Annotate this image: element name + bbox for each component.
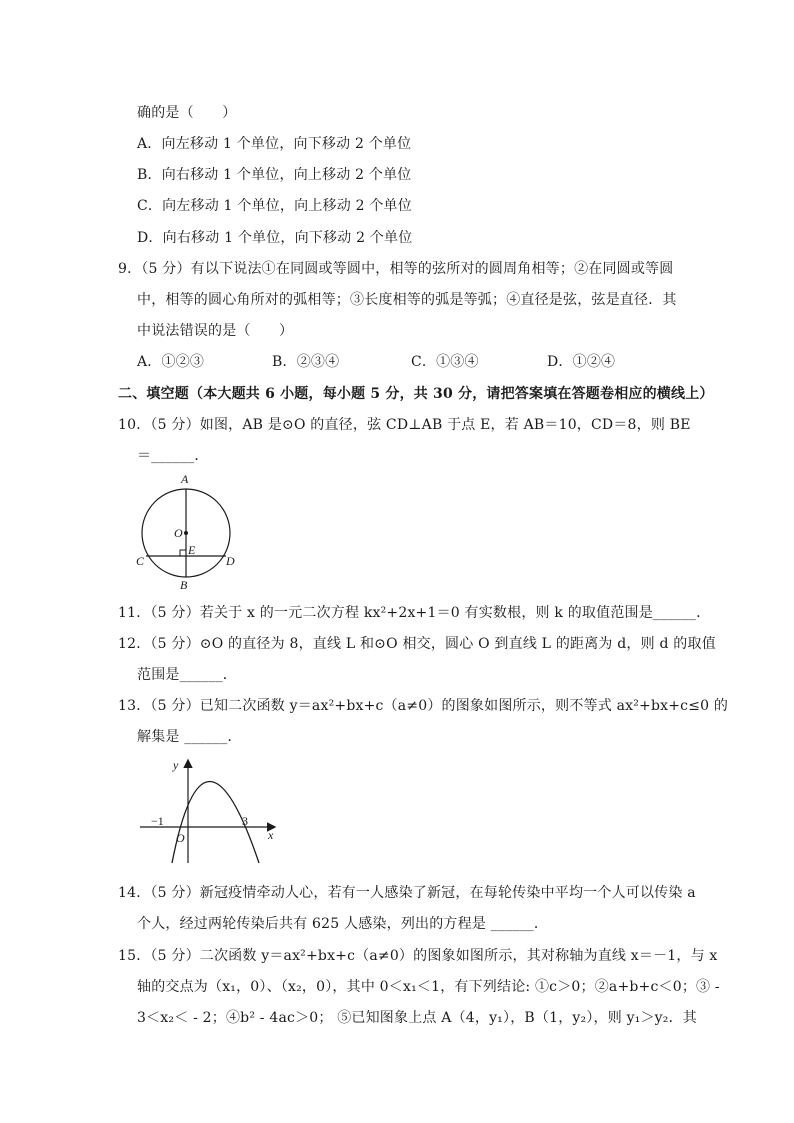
q8-stem-tail: 确的是（ ） bbox=[137, 105, 237, 121]
label-origin: O bbox=[176, 831, 185, 845]
label-a: A bbox=[181, 472, 189, 486]
q8-option-b: B．向右移动 1 个单位，向上移动 2 个单位 bbox=[137, 167, 412, 183]
q15-line-3: 3＜x₂＜ - 2；④b² - 4ac＞0； ⑤已知图象上点 A（4，y₁），B（1，y₂），则 y₁＞y₂．其 bbox=[137, 1010, 698, 1026]
q14-line-1: 14．（5 分）新冠疫情牵动人心，若有一人感染了新冠，在每轮传染中平均一个人可以传染 a bbox=[118, 885, 696, 901]
q9-option-c: C．①③④ bbox=[411, 354, 479, 370]
q9-option-d: D．①②④ bbox=[547, 354, 616, 370]
q13-line-1: 13．（5 分）已知二次函数 y＝ax²+bx+c（a≠0）的图象如图所示，则不等式 ax²+bx+c≤0 的 bbox=[118, 698, 729, 714]
q12-line-1: 12．（5 分）⊙O 的直径为 8，直线 L 和⊙O 相交，圆心 O 到直线 L 的距离为 d，则 d 的取值 bbox=[118, 636, 716, 652]
q9-line-2: 中，相等的圆心角所对的弧相等；③长度相等的弧是等弧；④直径是弦，弦是直径．其 bbox=[137, 292, 677, 308]
q14-line-2: 个人，经过两轮传染后共有 625 人感染，列出的方程是 ______． bbox=[137, 916, 549, 932]
q9-line-3: 中说法错误的是（ ） bbox=[137, 323, 294, 339]
q10-line-2: ＝______． bbox=[137, 448, 209, 464]
label-d: D bbox=[226, 554, 235, 568]
q15-line-1: 15．（5 分）二次函数 y＝ax²+bx+c（a≠0）的图象如图所示，其对称轴为直线 x＝－1，与 x bbox=[118, 948, 718, 964]
q11-line-1: 11．（5 分）若关于 x 的一元二次方程 kx²+2x+1＝0 有实数根，则 k 的取值范围是______． bbox=[118, 605, 711, 621]
q13-parabola-figure bbox=[136, 755, 281, 865]
center-dot bbox=[184, 531, 188, 535]
label-neg-one: −1 bbox=[151, 814, 164, 828]
label-y: y bbox=[173, 758, 179, 772]
q8-option-c: C．向左移动 1 个单位，向上移动 2 个单位 bbox=[137, 198, 412, 214]
label-c: C bbox=[136, 554, 145, 568]
q9-option-a: A．①②③ bbox=[137, 354, 205, 370]
q8-option-a: A．向左移动 1 个单位，向下移动 2 个单位 bbox=[137, 136, 412, 152]
q9-line-1: 9．（5 分）有以下说法①在同圆或等圆中，相等的弦所对的圆周角相等；②在同圆或等圆 bbox=[118, 261, 674, 277]
right-angle-mark bbox=[180, 550, 186, 556]
label-three: 3 bbox=[242, 814, 248, 828]
q13-line-2: 解集是 ______． bbox=[137, 729, 242, 745]
q10-circle-figure bbox=[130, 470, 250, 594]
label-e: E bbox=[188, 543, 196, 557]
q15-line-2: 轴的交点为（x₁，0）、（x₂，0），其中 0＜x₁＜1，有下列结论: ①c＞0；②a+b+c＜0；③ - bbox=[137, 979, 720, 995]
label-o: O bbox=[174, 526, 183, 540]
q12-line-2: 范围是______． bbox=[137, 667, 237, 683]
section-2-title: 二、填空题（本大题共 6 小题，每小题 5 分，共 30 分，请把答案填在答题卷相应的横线上） bbox=[118, 386, 714, 402]
label-x: x bbox=[268, 828, 274, 842]
q8-option-d: D．向右移动 1 个单位，向下移动 2 个单位 bbox=[137, 230, 413, 246]
label-b: B bbox=[180, 578, 188, 592]
q10-line-1: 10．（5 分）如图，AB 是⊙O 的直径，弦 CD⊥AB 于点 E，若 AB＝10，CD＝8，则 BE bbox=[118, 417, 691, 433]
q9-option-b: B．②③④ bbox=[272, 354, 340, 370]
